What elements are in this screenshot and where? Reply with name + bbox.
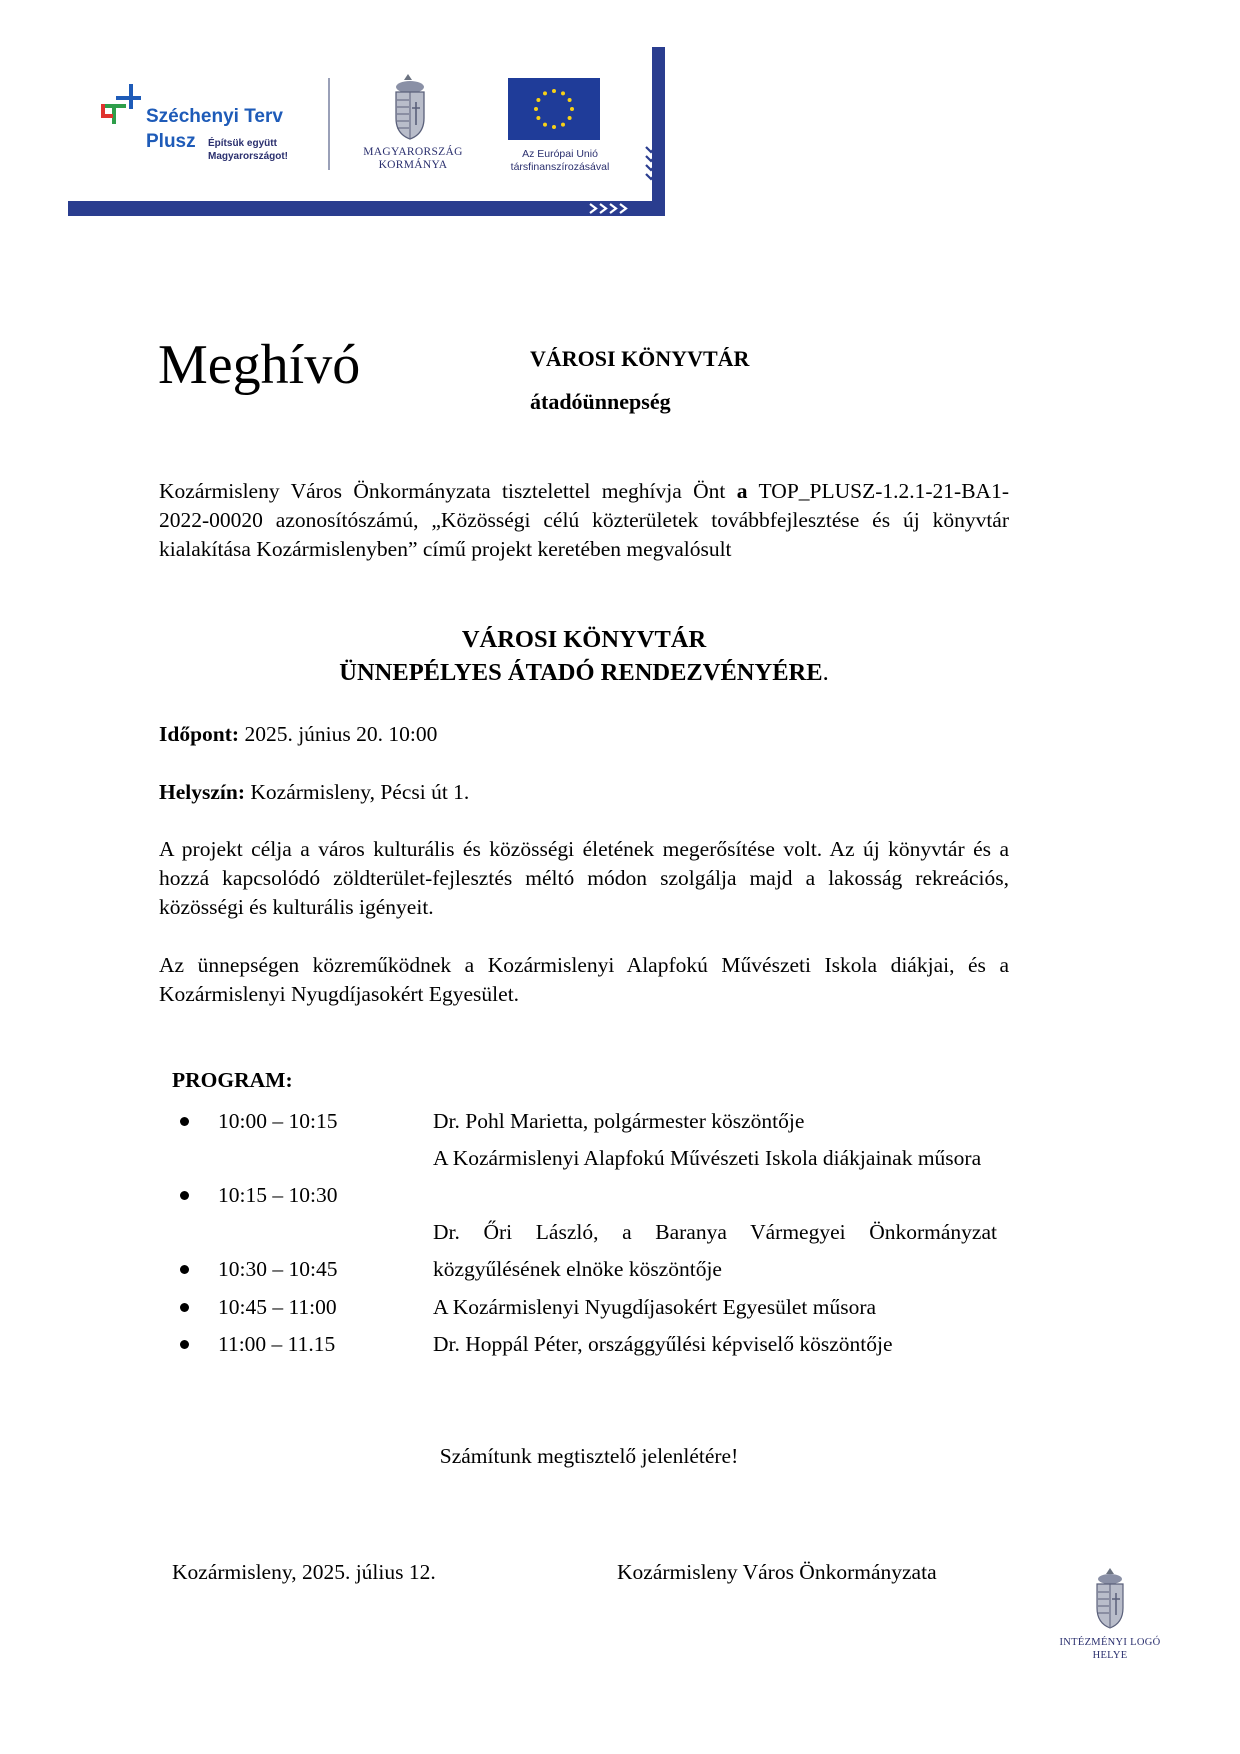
issuer-signature: Kozármisleny Város Önkormányzata	[617, 1560, 937, 1584]
eu-flag-icon	[508, 78, 600, 140]
bullet-icon	[180, 1265, 189, 1274]
headline-1: VÁROSI KÖNYVTÁR	[461, 626, 707, 653]
banner-bottom-bar	[68, 201, 665, 216]
szechenyi-title: Széchenyi Terv	[146, 106, 283, 127]
program-time: 11:00 – 11.15	[218, 1332, 336, 1356]
place-label: Helyszín:	[159, 780, 245, 804]
hungarian-coat-of-arms-icon	[396, 74, 424, 139]
header-banner	[0, 0, 1240, 230]
event-subtitle-1: VÁROSI KÖNYVTÁR	[530, 346, 750, 371]
institution-logo-line-2: HELYE	[1092, 1650, 1128, 1661]
place-and-date: Kozármisleny, 2025. július 12.	[172, 1560, 436, 1584]
eu-line-1: Az Európai Unió	[522, 148, 598, 160]
intro-text-2: TOP_PLUSZ-1.2.1-21-BA1-2022-00020 azonosítószámú, „Közösségi célú közterületek továbbfejlesztése és új könyvtár kialakítása Kozármislenyben” című projekt keretében megvalósult	[159, 479, 1009, 561]
hungarian-government-label	[352, 146, 474, 172]
bullet-icon	[180, 1117, 189, 1126]
gov-line-2: KORMÁNYA	[378, 159, 448, 171]
time-label: Időpont:	[159, 722, 240, 746]
program-text: Dr. Hoppál Péter, országgyűlési képviselő köszöntője	[433, 1332, 893, 1356]
gov-line-1: MAGYARORSZÁG	[363, 146, 463, 158]
eu-line-2: társfinanszírozásával	[510, 161, 610, 173]
place-value: Kozármisleny, Pécsi út 1.	[245, 780, 470, 804]
szechenyi-cross-icon	[101, 84, 141, 124]
institution-logo-line-1: INTÉZMÉNYI LOGÓ	[1059, 1637, 1161, 1648]
intro-text-1: Kozármisleny Város Önkormányzata tisztelettel meghívja Önt	[159, 479, 737, 503]
szechenyi-plus: Plusz	[146, 131, 196, 152]
program-time: 10:15 – 10:30	[218, 1183, 338, 1207]
szechenyi-tagline-1: Építsük együtt	[208, 138, 277, 149]
headline-2-period: .	[822, 659, 829, 686]
closing-line: Számítunk megtisztelő jelenlétére!	[439, 1444, 739, 1468]
bullet-icon	[180, 1191, 189, 1200]
goal-paragraph: A projekt célja a város kulturális és közösségi életének megerősítése volt. Az új könyvtár és a hozzá kapcsolódó zöldterület-fejlesztés méltó módon szolgálja majd a lakosság rekreációs, közösségi és kulturális igényeit.	[159, 837, 1009, 919]
szechenyi-tagline-2: Magyarországot!	[208, 151, 289, 162]
banner-right-bar	[652, 47, 665, 216]
program-text: Dr. Őri László, a Baranya Vármegyei Önkormányzat közgyűlésének elnöke köszöntője	[433, 1220, 997, 1281]
program-text: A Kozármislenyi Alapfokú Művészeti Iskola diákjainak műsora	[433, 1146, 982, 1170]
bullet-icon	[180, 1303, 189, 1312]
headline-2	[159, 656, 1009, 689]
time-value: 2025. június 20. 10:00	[239, 722, 438, 746]
logo-divider	[328, 78, 330, 170]
event-subtitle-2: átadóünnepség	[530, 389, 671, 414]
intro-paragraph	[159, 477, 1009, 564]
document-title: Meghívó	[158, 334, 361, 396]
bullet-icon	[180, 1340, 189, 1349]
program-time: 10:45 – 11:00	[218, 1295, 337, 1319]
headline-2-text: ÜNNEPÉLYES ÁTADÓ RENDEZVÉNYÉRE	[339, 659, 823, 686]
eu-cofinancing-label	[488, 148, 632, 174]
program-text: Dr. Pohl Marietta, polgármester köszöntője	[433, 1109, 805, 1133]
event-location	[159, 778, 469, 807]
program-text: A Kozármislenyi Nyugdíjasokért Egyesület műsora	[433, 1295, 877, 1319]
institution-logo-placeholder	[1040, 1636, 1180, 1662]
contributors-paragraph: Az ünnepségen közreműködnek a Kozármislenyi Alapfokú Művészeti Iskola diákjai, és a Kozármislenyi Nyugdíjasokért Egyesület.	[159, 953, 1009, 1006]
program-time: 10:30 – 10:45	[218, 1257, 338, 1281]
program-time: 10:00 – 10:15	[218, 1109, 338, 1133]
program-heading: PROGRAM:	[172, 1068, 293, 1092]
szechenyi-tagline	[208, 137, 288, 163]
intro-bold: a	[736, 479, 748, 503]
event-time	[159, 720, 437, 749]
institution-coat-of-arms-icon	[1092, 1566, 1128, 1632]
